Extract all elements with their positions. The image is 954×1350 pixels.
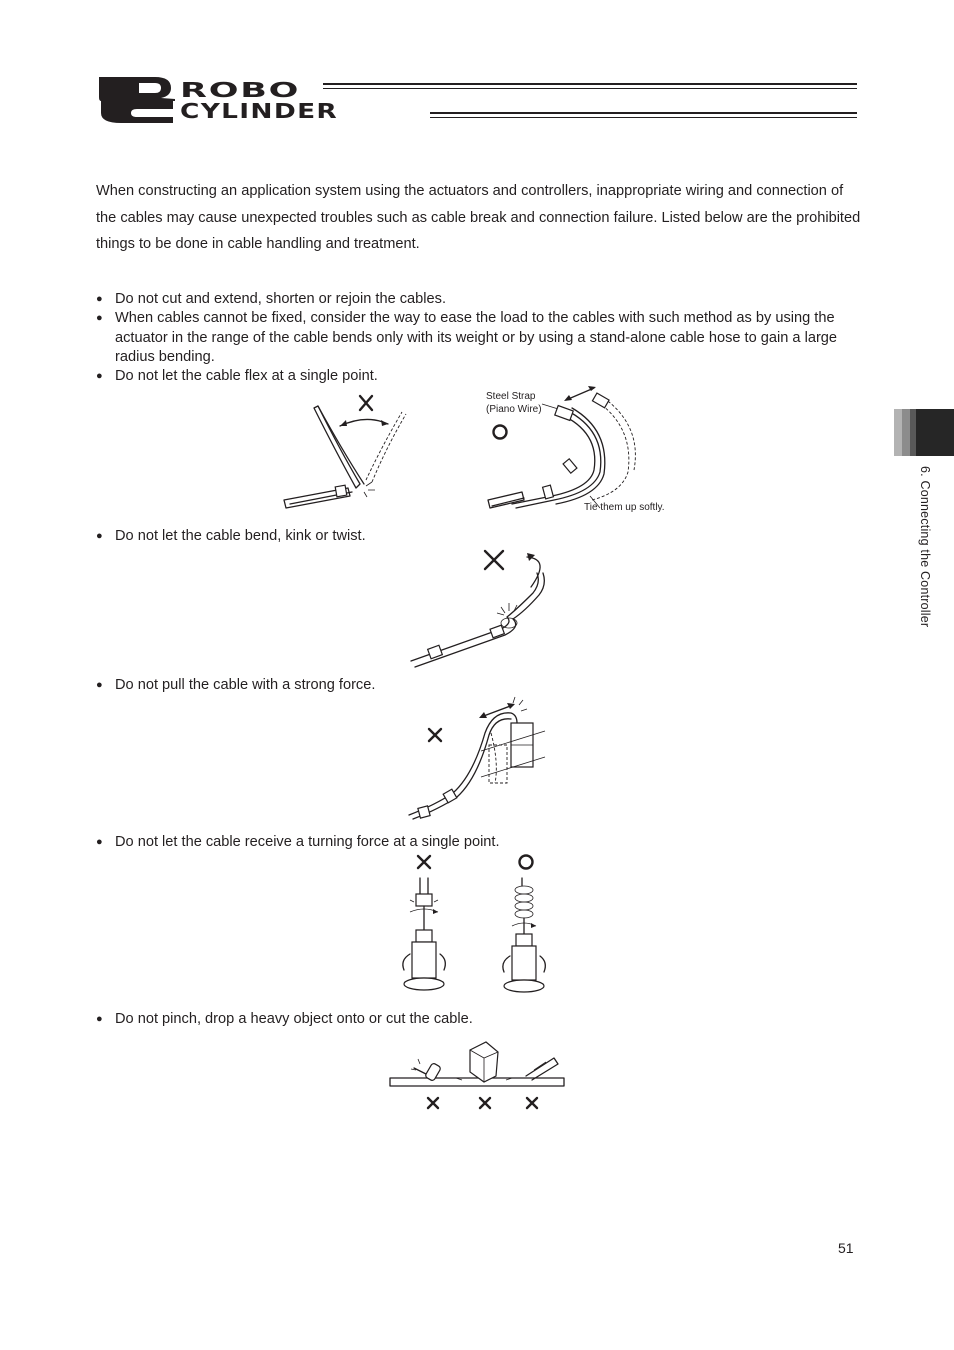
label-steel-strap: Steel Strap bbox=[486, 391, 536, 402]
label-piano-wire: (Piano Wire) bbox=[486, 404, 542, 415]
intro-paragraph: When constructing an application system using the actuators and controllers, inappropriate wiring and connection of the cables may cause unexpected troubles such as cable break and connection failure. Listed below are the prohibited things to be done in cable handling and treatment. bbox=[96, 183, 861, 252]
bullet-text: Do not pull the cable with a strong force. bbox=[115, 677, 376, 693]
cross-mark-icon bbox=[480, 1098, 490, 1108]
bullet-dot: ● bbox=[96, 530, 103, 542]
bullet-text: Do not pinch, drop a heavy object onto or cut the cable. bbox=[115, 1011, 473, 1027]
chapter-tab bbox=[894, 409, 954, 456]
bullet-dot: ● bbox=[96, 1013, 103, 1025]
cross-mark-icon bbox=[360, 396, 372, 410]
bullet-dot: ● bbox=[96, 293, 103, 305]
chapter-tab-block bbox=[916, 409, 954, 456]
header-rule-bottom-thin bbox=[430, 117, 857, 118]
cross-mark-icon bbox=[428, 1098, 438, 1108]
chapter-label: 6. Connecting the Controller bbox=[918, 466, 932, 628]
cross-mark-icon bbox=[485, 551, 503, 569]
cross-mark-icon bbox=[429, 729, 441, 741]
figure-single-point-flex-bad bbox=[278, 390, 418, 520]
bullet-text: Do not let the cable flex at a single point. bbox=[115, 368, 378, 384]
page-number: 51 bbox=[838, 1240, 854, 1256]
bullet-dot: ● bbox=[96, 836, 103, 848]
figure-bend-kink-bad bbox=[405, 543, 565, 673]
label-tie-softly: Tie them up softly. bbox=[584, 502, 665, 513]
bullet-dot: ● bbox=[96, 312, 103, 324]
rc-logo-mark bbox=[97, 75, 177, 125]
chapter-tab-stripe bbox=[902, 409, 910, 456]
figure-pinch-drop-cut bbox=[386, 1036, 576, 1116]
header-rule-bottom bbox=[430, 112, 857, 114]
bullet-text: When cables cannot be fixed, consider the way to ease the load to the cables with such method as by using the actuator in the range of the cable bends only with its weight or by using a stand-alone cable hose to gain a large radius bending. bbox=[115, 310, 838, 365]
cross-mark-icon bbox=[418, 856, 430, 868]
logo-word-robo: ROBO bbox=[180, 78, 301, 102]
bullet-text: Do not let the cable receive a turning force at a single point. bbox=[115, 834, 500, 850]
figure-strong-pull-bad bbox=[395, 693, 555, 823]
bullet-text: Do not let the cable bend, kink or twist. bbox=[115, 528, 366, 544]
bullet-text: Do not cut and extend, shorten or rejoin the cables. bbox=[115, 291, 446, 307]
figure-turning-force bbox=[396, 850, 576, 1000]
header-rule-top bbox=[323, 83, 857, 85]
bullet-dot: ● bbox=[96, 370, 103, 382]
chapter-tab-stripe bbox=[894, 409, 902, 456]
circle-ok-icon bbox=[494, 426, 507, 439]
header-rule-top-thin bbox=[323, 88, 857, 89]
cross-mark-icon bbox=[527, 1098, 537, 1108]
bullet-dot: ● bbox=[96, 679, 103, 691]
circle-ok-icon bbox=[520, 856, 533, 869]
logo-word-cylinder: CYLINDER bbox=[180, 99, 339, 123]
